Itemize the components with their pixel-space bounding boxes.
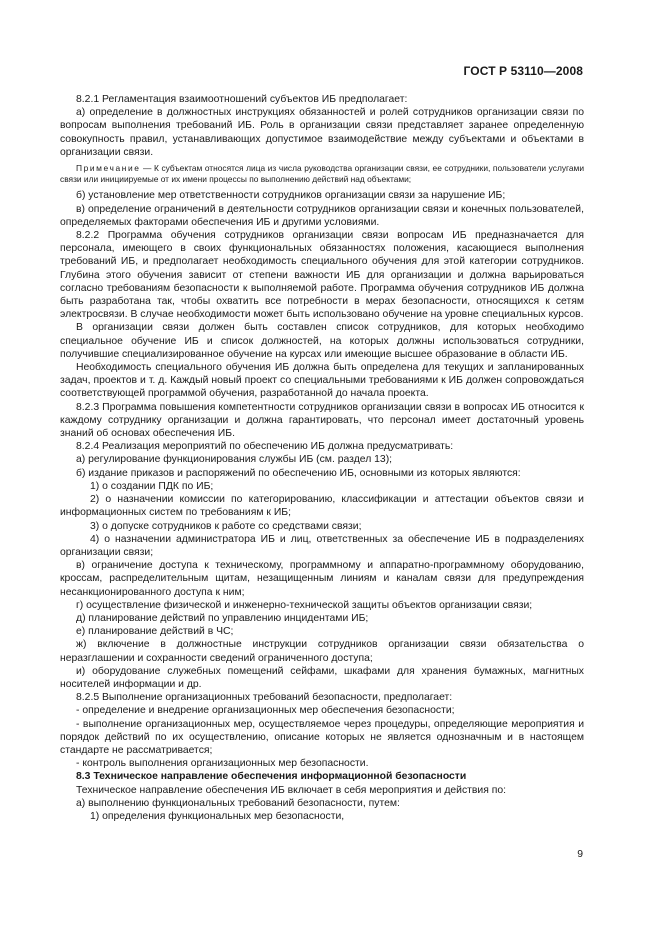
paragraph: 8.2.5 Выполнение организационных требований безопасности, предполагает: bbox=[76, 692, 453, 704]
paragraph: 8.2.2 Программа обучения сотрудников организации связи вопросам ИБ предназначается для персонала, имеющего в своих функциональных обязанностях положения, касающиеся выполнения требований ИБ, и предполагает необходимость специального обучения для этой категории сотрудников. Глубина этого обучения зависит от степени важности ИБ для организации и должна варьироваться согласно требованиям безопасности к выполняемой работе. Программа обучения сотрудников ИБ должна быть разработана так, чтобы охватить все потребности в мерах безопасности, относящихся к сетям электросвязи. В случае необходимости может быть использовано обучение на уровне специальных курсов. bbox=[60, 230, 584, 321]
paragraph: 8.2.3 Программа повышения компетентности сотрудников организации связи в вопросах ИБ относится к каждому сотруднику организации и должна гарантировать, что персонал имеет достаточный уровень знаний об основах обеспечения ИБ. bbox=[60, 401, 584, 440]
note-label: Примечание bbox=[76, 163, 141, 174]
paragraph: а) регулирование функционирования службы ИБ (см. раздел 13); bbox=[76, 454, 393, 466]
paragraph: 1) о создании ПДК по ИБ; bbox=[90, 480, 214, 492]
page-body bbox=[60, 93, 584, 823]
paragraph: д) планирование действий по управлению инцидентами ИБ; bbox=[76, 612, 369, 624]
paragraph: е) планирование действий в ЧС; bbox=[76, 626, 234, 638]
paragraph: 4) о назначении администратора ИБ и лиц, ответственных за обеспечение ИБ в подразделениях организации связи; bbox=[60, 533, 584, 558]
paragraph: - контроль выполнения организационных мер безопасности. bbox=[76, 758, 369, 770]
paragraph: б) издание приказов и распоряжений по обеспечению ИБ, основными из которых являются: bbox=[76, 467, 521, 479]
paragraph: г) осуществление физической и инженерно-технической защиты объектов организации связи; bbox=[76, 599, 533, 611]
paragraph: 8.2.1 Регламентация взаимоотношений субъектов ИБ предполагает: bbox=[76, 94, 408, 105]
paragraph: в) ограничение доступа к техническому, программному и аппаратно-программному оборудованию, кроссам, распределительным щитам, незащищенным линиям и каналам связи для предупреждения несанкционированного доступа к ним; bbox=[60, 560, 584, 598]
note-paragraph bbox=[60, 163, 584, 185]
paragraph: 8.2.4 Реализация мероприятий по обеспечению ИБ должна предусматривать: bbox=[76, 441, 454, 453]
section-heading: 8.3 Техническое направление обеспечения информационной безопасности bbox=[76, 771, 467, 783]
paragraph: 3) о допуске сотрудников к работе со средствами связи; bbox=[90, 520, 362, 532]
paragraph: - определение и внедрение организационных мер обеспечения безопасности; bbox=[76, 705, 455, 717]
paragraph: 2) о назначении комиссии по категорированию, классификации и аттестации объектов связи и информационных систем по требованиям к ИБ; bbox=[60, 494, 584, 519]
note-text: — К субъектам относятся лица из числа руководства организации связи, ее сотрудники, пользователи услугами связи или инициируемые от их имени процессы по выполнению действий над объектами; bbox=[60, 163, 584, 185]
paragraph: 1) определения функциональных мер безопасности, bbox=[90, 810, 345, 822]
paragraph: - выполнение организационных мер, осуществляемое через процедуры, определяющие мероприятия и порядок действий по их осуществлению, описание которых не является однозначным и в настоящем стандарте не рассматривается; bbox=[60, 718, 584, 756]
paragraph: б) установление мер ответственности сотрудников организации связи за нарушение ИБ; bbox=[76, 190, 506, 202]
paragraph: Необходимость специального обучения ИБ должна быть определена для текущих и запланированных задач, проектов и т. д. Каждый новый проект со специальными требованиями к ИБ должен сопровождаться соответствующей программой обучения, разработанной до начала проекта. bbox=[60, 362, 584, 400]
paragraph: ж) включение в должностные инструкции сотрудников организации связи обязательства о неразглашении и сохранности сведений ограниченного доступа; bbox=[60, 639, 584, 664]
paragraph: в) определение ограничений в деятельности сотрудников организации связи и конечных пользователей, определяемых факторами обеспечения ИБ и другими условиями. bbox=[60, 203, 584, 228]
paragraph: а) выполнению функциональных требований безопасности, путем: bbox=[76, 797, 400, 809]
paragraph: В организации связи должен быть составлен список сотрудников, для которых необходимо специальное обучение ИБ и список должностей, на которых должны использоваться сотрудники, получившие специализированное обучение на курсах или имеющие высшее образование в области ИБ. bbox=[60, 322, 584, 360]
paragraph: Техническое направление обеспечения ИБ включает в себя мероприятия и действия по: bbox=[76, 784, 507, 796]
document-header: ГОСТ Р 53110—2008 bbox=[463, 64, 583, 78]
paragraph: а) определение в должностных инструкциях обязанностей и ролей сотрудников организации связи по вопросам выполнения требований ИБ. Роль в организации связи представляет заранее определенную совокупность правил, устанавливающих допустимое взаимодействие между субъектами и объектами в организации связи. bbox=[60, 107, 584, 158]
page-number: 9 bbox=[577, 849, 583, 860]
paragraph: и) оборудование служебных помещений сейфами, шкафами для хранения бумажных, магнитных носителей информации и др. bbox=[60, 665, 584, 690]
